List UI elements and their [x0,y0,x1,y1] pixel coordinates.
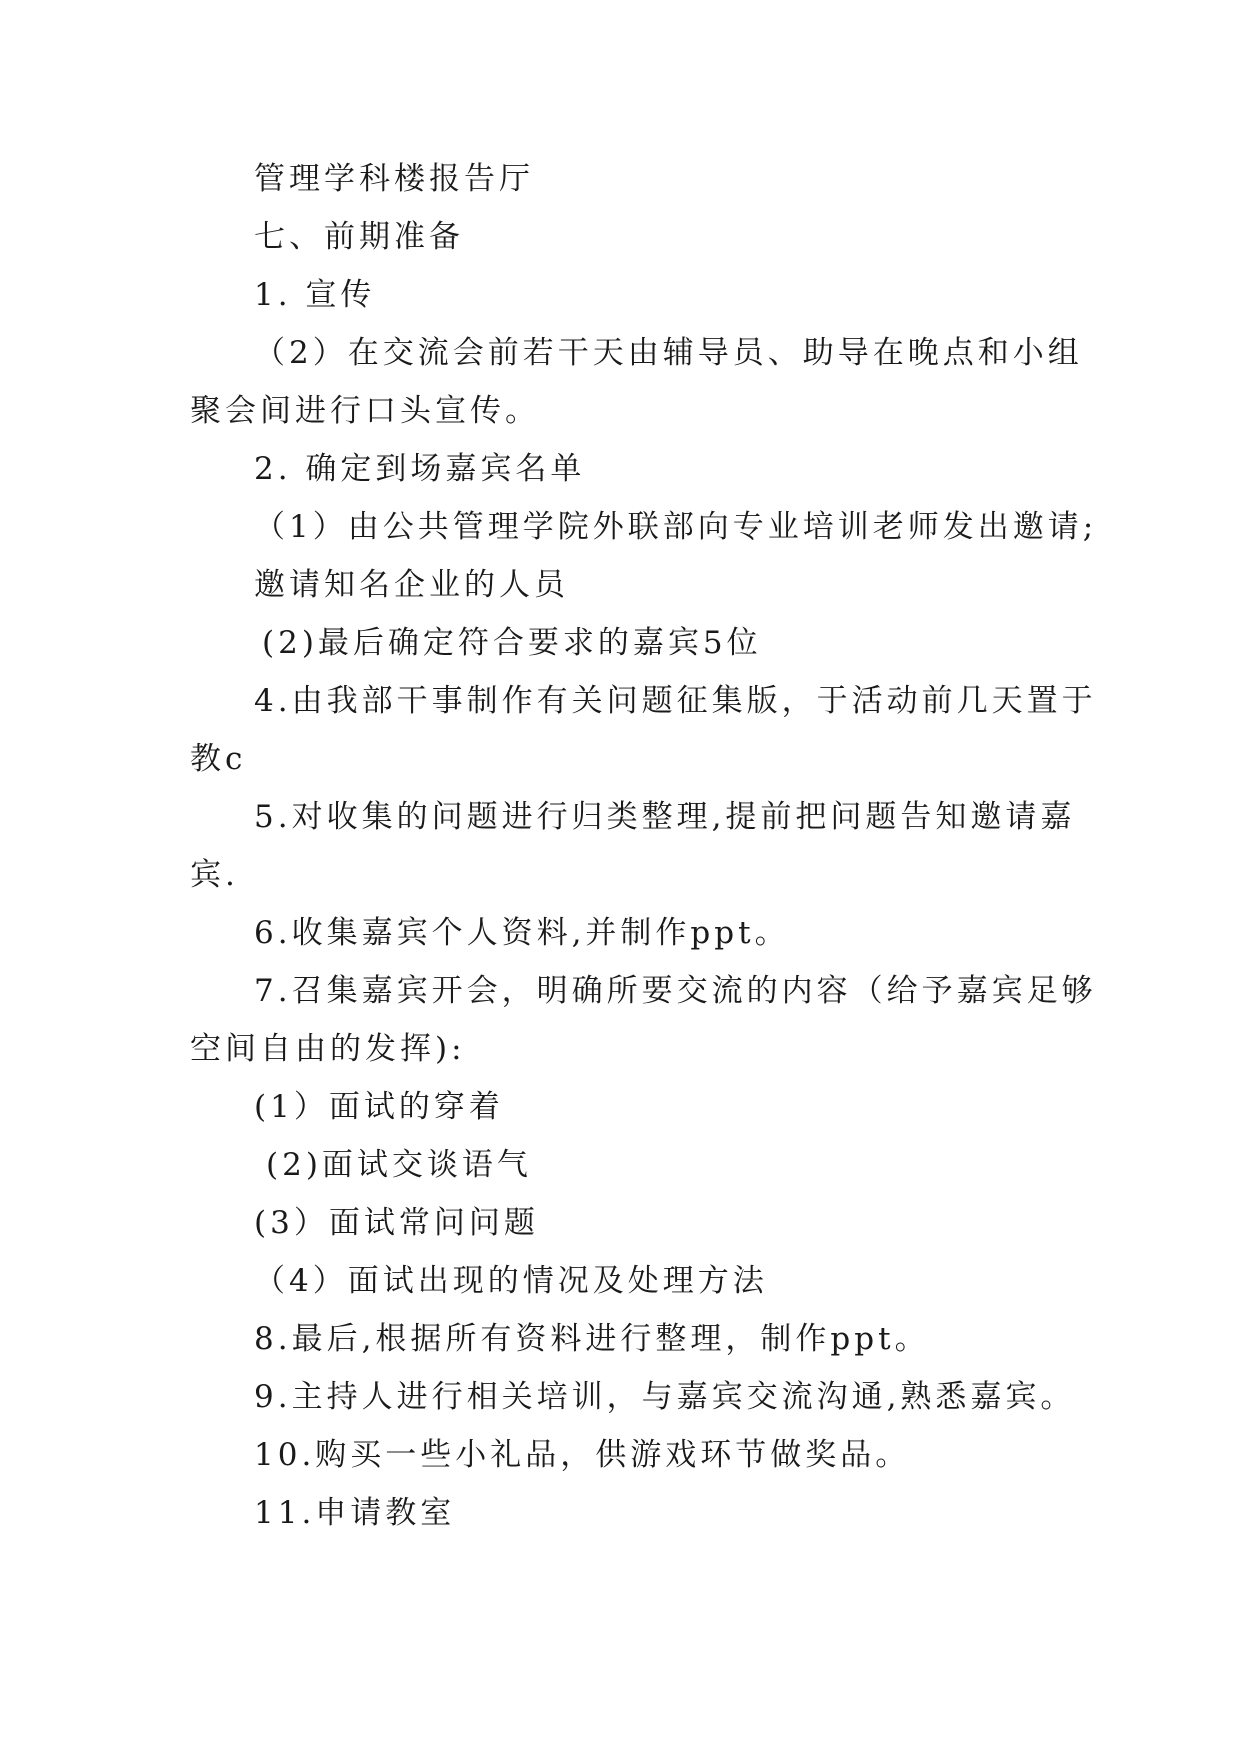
list-item: 6.收集嘉宾个人资料,并制作ppt。 [254,915,790,951]
sub-item: (3）面试常问问题 [254,1205,539,1241]
sub-item: (1）面试的穿着 [254,1089,504,1125]
list-item-continuation: 空间自由的发挥): [190,1031,466,1067]
list-item: 9.主持人进行相关培训，与嘉宾交流沟通,熟悉嘉宾。 [254,1379,1076,1415]
list-item: 2. 确定到场嘉宾名单 [254,451,586,487]
list-item: （1）由公共管理学院外联部向专业培训老师发出邀请; [254,509,1098,545]
list-item-continuation: 聚会间进行口头宣传。 [190,393,540,429]
list-item: （2）在交流会前若干天由辅导员、助导在晚点和小组 [254,335,1083,371]
list-item: 5.对收集的问题进行归类整理,提前把问题告知邀请嘉 [254,799,1076,835]
list-item-continuation: 邀请知名企业的人员 [254,567,569,603]
list-item: 4.由我部干事制作有关问题征集版，于活动前几天置于 [254,683,1097,719]
document-body [190,150,1098,1542]
list-item-continuation: 宾. [190,857,239,893]
list-item: 11.申请教室 [254,1495,456,1531]
list-item: (2)最后确定符合要求的嘉宾5位 [262,625,762,661]
list-item: 10.购买一些小礼品，供游戏环节做奖品。 [254,1437,911,1473]
location-line: 管理学科楼报告厅 [254,161,534,197]
list-item: 1. 宣传 [254,277,376,313]
sub-item: (2)面试交谈语气 [266,1147,532,1183]
list-item: 8.最后,根据所有资料进行整理，制作ppt。 [254,1321,930,1357]
list-item: 7.召集嘉宾开会，明确所要交流的内容（给予嘉宾足够 [254,973,1097,1009]
list-item-continuation: 教c [190,741,247,777]
sub-item: （4）面试出现的情况及处理方法 [254,1263,768,1299]
section-heading: 七、前期准备 [254,219,464,255]
